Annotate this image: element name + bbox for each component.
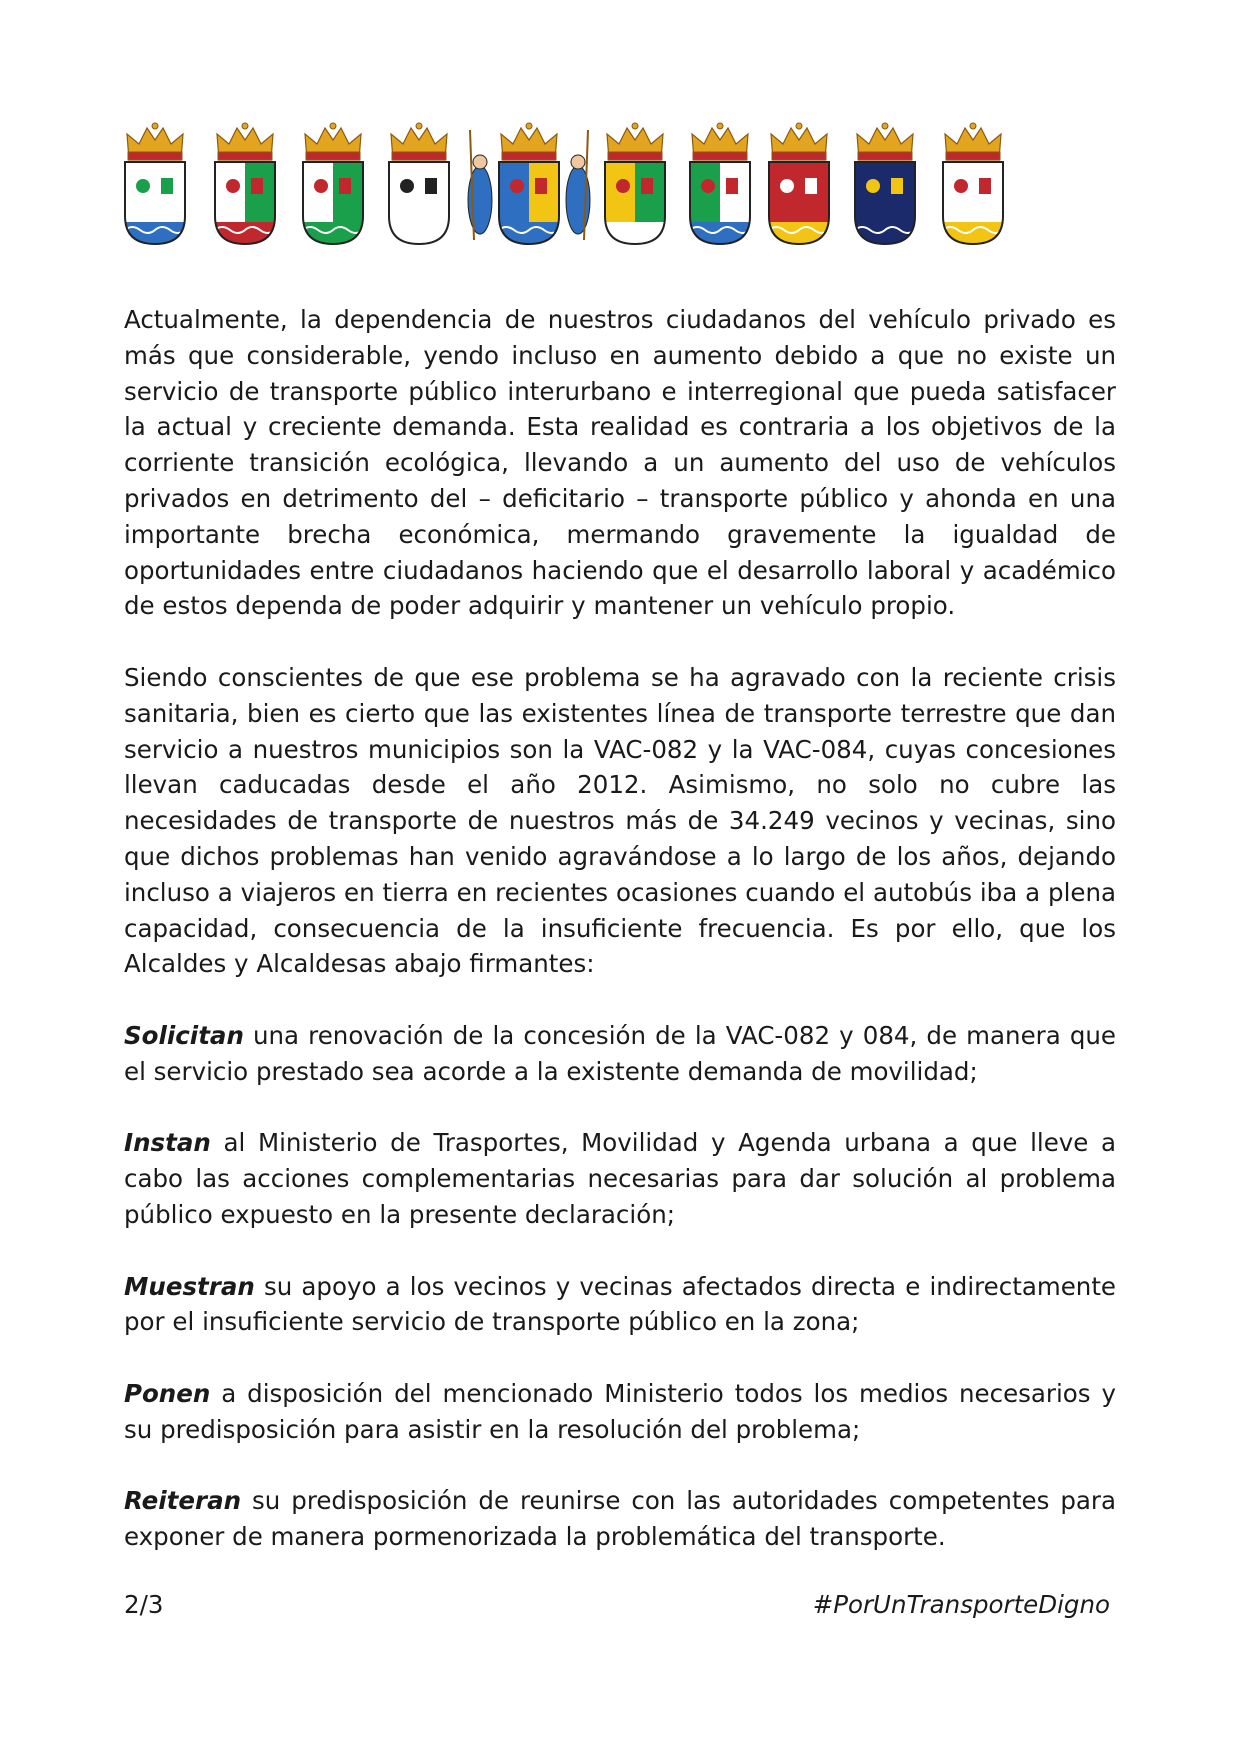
crest-2 <box>212 120 278 250</box>
paragraph-7-text: su predisposición de reunirse con las autoridades competentes para exponer de manera pormenorizada la problemática del transporte. <box>124 1486 1116 1552</box>
crest-10 <box>940 120 1006 250</box>
paragraph-6 <box>124 1376 1116 1448</box>
paragraph-5-lead: Muestran <box>124 1271 255 1301</box>
coat-of-arms-icon <box>212 120 278 250</box>
paragraph-6-lead: Ponen <box>124 1378 211 1408</box>
crest-4 <box>386 120 452 250</box>
coat-of-arms-icon <box>300 120 366 250</box>
paragraph-3-text: una renovación de la concesión de la VAC-082 y 084, de manera que el servicio prestado sea acorde a la existente demanda de movilidad; <box>124 1020 1116 1086</box>
crest-1 <box>122 120 188 250</box>
paragraph-6-text: a disposición del mencionado Ministerio todos los medios necesarios y su predisposición para asistir en la resolución del problema; <box>124 1378 1116 1444</box>
paragraph-2: Siendo conscientes de que ese problema se ha agravado con la reciente crisis sanitaria, bien es cierto que las existentes línea de transporte terrestre que dan servicio a nuestros municipios son la VAC-082 y la VAC-084, cuyas concesiones llevan caducadas desde el año 2012. Asimismo, no solo no cubre las necesidades de transporte de nuestros más de 34.249 vecinos y vecinas, sino que dichos problemas han venido agravándose a lo largo de los años, dejando incluso a viajeros en tierra en recientes ocasiones cuando el autobús iba a plena capacidad, consecuencia de la insuficiente frecuencia. Es por ello, que los Alcaldes y Alcaldesas abajo firmantes: <box>124 662 1116 979</box>
paragraph-7 <box>124 1483 1116 1555</box>
coat-of-arms-icon <box>766 120 832 250</box>
crest-9 <box>852 120 918 250</box>
hashtag: #PorUnTransporteDigno <box>812 1590 1110 1619</box>
coat-of-arms-icon <box>602 120 668 250</box>
crest-6 <box>602 120 668 250</box>
provincial-coat-of-arms-icon <box>464 120 594 250</box>
crest-row <box>122 120 1117 250</box>
paragraph-4-lead: Instan <box>124 1128 211 1158</box>
paragraph-3-lead: Solicitan <box>124 1020 244 1050</box>
coat-of-arms-icon <box>687 120 753 250</box>
paragraph-4 <box>124 1125 1116 1232</box>
paragraph-5 <box>124 1269 1116 1341</box>
crest-5 <box>464 120 594 250</box>
crest-7 <box>687 120 753 250</box>
page-number: 2/3 <box>124 1590 164 1619</box>
crest-3 <box>300 120 366 250</box>
paragraph-3 <box>124 1018 1116 1090</box>
paragraph-4-text: al Ministerio de Trasportes, Movilidad y Agenda urbana a que lleve a cabo las acciones complementarias necesarias para dar solución al problema público expuesto en la presente declaración; <box>124 1128 1116 1229</box>
paragraph-5-text: su apoyo a los vecinos y vecinas afectados directa e indirectamente por el insuficiente servicio de transporte público en la zona; <box>124 1271 1116 1337</box>
coat-of-arms-icon <box>386 120 452 250</box>
coat-of-arms-icon <box>852 120 918 250</box>
paragraph-1: Actualmente, la dependencia de nuestros ciudadanos del vehículo privado es más que considerable, yendo incluso en aumento debido a que no existe un servicio de transporte público interurbano e interregional que pueda satisfacer la actual y creciente demanda. Esta realidad es contraria a los objetivos de la corriente transición ecológica, llevando a un aumento del uso de vehículos privados en detrimento del – deficitario – transporte público y ahonda en una importante brecha económica, mermando gravemente la igualdad de oportunidades entre ciudadanos haciendo que el desarrollo laboral y académico de estos dependa de poder adquirir y mantener un vehículo propio. <box>124 305 1116 621</box>
coat-of-arms-icon <box>940 120 1006 250</box>
document-body <box>124 302 1116 1591</box>
paragraph-7-lead: Reiteran <box>124 1486 242 1516</box>
crest-8 <box>766 120 832 250</box>
coat-of-arms-icon <box>122 120 188 250</box>
